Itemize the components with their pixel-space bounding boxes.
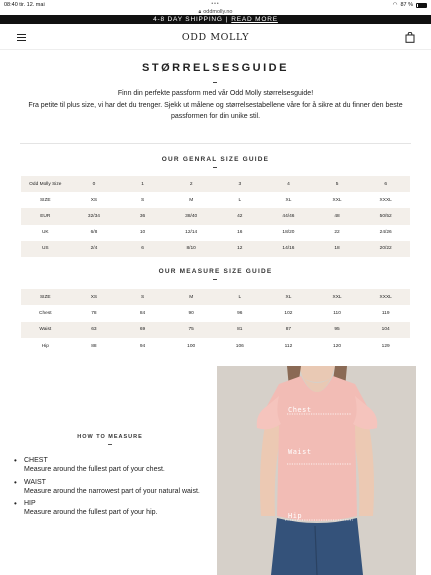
table-cell: 87 — [264, 322, 313, 338]
shopping-bag-icon[interactable] — [405, 32, 415, 43]
table-cell: 8/10 — [167, 241, 216, 257]
table-cell: 14/16 — [264, 241, 313, 257]
row-header-cell: Hip — [21, 338, 70, 354]
table-cell: 2 — [167, 176, 216, 192]
table-cell: 110 — [313, 305, 362, 321]
table-cell: 75 — [167, 322, 216, 338]
lock-icon: 🔒︎ — [198, 9, 202, 15]
section-divider — [20, 143, 411, 144]
status-right — [393, 2, 427, 8]
table-cell: 16 — [216, 225, 265, 241]
table-cell: 96 — [216, 305, 265, 321]
table-cell: 4 — [264, 176, 313, 192]
table-cell: 12 — [216, 241, 265, 257]
row-header-cell: SIZE — [21, 192, 70, 208]
table-row — [21, 225, 410, 241]
measure-label-chest: • CHEST — [24, 457, 48, 464]
general-size-guide-title: OUR GENRAL SIZE GUIDE — [161, 156, 270, 163]
measure-size-guide-title: OUR MEASURE SIZE GUIDE — [158, 268, 273, 275]
measure-text-chest: Measure around the fullest part of your chest. — [24, 466, 165, 473]
table-row — [21, 289, 410, 305]
table-cell: 100 — [167, 338, 216, 354]
table-cell: 24/26 — [361, 225, 410, 241]
table-row — [21, 208, 410, 224]
table-cell: 119 — [361, 305, 410, 321]
table-cell: XS — [70, 289, 119, 305]
table-cell: 20/22 — [361, 241, 410, 257]
table-row — [21, 176, 410, 192]
table-cell: L — [216, 289, 265, 305]
table-row — [21, 192, 410, 208]
table-cell: 1 — [118, 176, 167, 192]
measure-label-hip: • HIP — [24, 500, 36, 507]
table-cell: 129 — [361, 338, 410, 354]
table-cell: 88 — [70, 338, 119, 354]
list-item — [14, 478, 214, 496]
table-row — [21, 305, 410, 321]
table-cell: XS — [70, 192, 119, 208]
list-item — [14, 456, 214, 474]
how-to-measure-divider — [108, 444, 112, 445]
table-row — [21, 322, 410, 338]
chest-label: Chest — [288, 406, 312, 414]
table-cell: 12/14 — [167, 225, 216, 241]
table-cell: L — [216, 192, 265, 208]
table-cell: S — [118, 192, 167, 208]
table-cell: 6 — [361, 176, 410, 192]
table-cell: 22 — [313, 225, 362, 241]
table-cell: 81 — [216, 322, 265, 338]
table-cell: 38/40 — [167, 208, 216, 224]
table-cell: 44/46 — [264, 208, 313, 224]
table-cell: S — [118, 289, 167, 305]
row-header-cell: Odd Molly Size — [21, 176, 70, 192]
table-cell: 84 — [118, 305, 167, 321]
table-cell: 5 — [313, 176, 362, 192]
site-header — [0, 24, 431, 50]
intro-line-2: Fra petite til plus size, vi har det du trenger. Sjekk ut målene og størrelsestabellene våre for å sikre at du finner den beste passformen for din unike stil. — [28, 102, 403, 120]
general-title-divider — [213, 167, 217, 168]
table-cell: 32/34 — [70, 208, 119, 224]
model-photo — [217, 366, 416, 575]
table-cell: 112 — [264, 338, 313, 354]
table-cell: 3 — [216, 176, 265, 192]
table-cell: 104 — [361, 322, 410, 338]
waist-label: Waist — [288, 448, 312, 456]
battery-icon — [416, 3, 427, 8]
measure-text-waist: Measure around the narrowest part of your natural waist. — [24, 487, 200, 495]
table-cell: M — [167, 192, 216, 208]
table-cell: 18/20 — [264, 225, 313, 241]
table-cell: M — [167, 289, 216, 305]
table-cell: XL — [264, 192, 313, 208]
table-cell: 120 — [313, 338, 362, 354]
table-cell: 50/52 — [361, 208, 410, 224]
page-title: STØRRELSESGUIDE — [142, 62, 289, 74]
status-time: 08:40 — [4, 2, 18, 8]
multitask-dots[interactable]: ••• — [211, 1, 220, 7]
table-cell: 10 — [118, 225, 167, 241]
row-header-cell: EUR — [21, 208, 70, 224]
title-divider — [213, 82, 217, 83]
table-cell: 95 — [313, 322, 362, 338]
measure-title-divider — [213, 279, 217, 280]
banner-separator: | — [225, 16, 229, 23]
wifi-icon: ◠ — [392, 2, 398, 8]
row-header-cell: Chest — [21, 305, 70, 321]
how-to-measure-title: HOW TO MEASURE — [77, 434, 143, 440]
table-row — [21, 338, 410, 354]
measure-text-hip: Measure around the fullest part of your hip. — [24, 509, 158, 516]
shipping-text: 4-8 DAY SHIPPING — [153, 16, 223, 23]
table-cell: 90 — [167, 305, 216, 321]
table-cell: 2/4 — [70, 241, 119, 257]
table-cell: XXXL — [361, 289, 410, 305]
status-date: tir. 12. mai — [19, 2, 45, 8]
table-cell: 69 — [118, 322, 167, 338]
list-item — [14, 499, 214, 517]
table-cell: 48 — [313, 208, 362, 224]
general-size-table — [21, 176, 410, 257]
row-header-cell: SIZE — [21, 289, 70, 305]
shipping-banner — [0, 15, 431, 24]
row-header-cell: Waist — [21, 322, 70, 338]
table-cell: 36 — [118, 208, 167, 224]
battery-percent: 87 % — [400, 2, 413, 8]
table-cell: 106 — [216, 338, 265, 354]
table-cell: 102 — [264, 305, 313, 321]
read-more-link[interactable]: READ MORE — [231, 16, 278, 23]
table-cell: 78 — [70, 305, 119, 321]
table-cell: XXXL — [361, 192, 410, 208]
table-cell: XL — [264, 289, 313, 305]
hip-label: Hip — [288, 512, 303, 520]
measure-list — [14, 456, 214, 521]
table-cell: 6 — [118, 241, 167, 257]
url-text[interactable]: oddmolly.no — [203, 9, 233, 15]
logo[interactable]: ODD MOLLY — [181, 32, 250, 43]
model-illustration — [217, 366, 416, 575]
row-header-cell: US — [21, 241, 70, 257]
table-cell: 18 — [313, 241, 362, 257]
measure-label-waist: • WAIST — [24, 478, 46, 486]
intro-line-1: Finn din perfekte passform med vår Odd Molly størrelsesguide! — [117, 90, 314, 97]
table-cell: 6/8 — [70, 225, 119, 241]
table-row — [21, 241, 410, 257]
table-cell: XXL — [313, 289, 362, 305]
table-cell: 0 — [70, 176, 119, 192]
table-cell: 63 — [70, 322, 119, 338]
measure-size-table — [21, 289, 410, 354]
table-cell: 94 — [118, 338, 167, 354]
table-cell: 42 — [216, 208, 265, 224]
row-header-cell: UK — [21, 225, 70, 241]
table-cell: XXL — [313, 192, 362, 208]
